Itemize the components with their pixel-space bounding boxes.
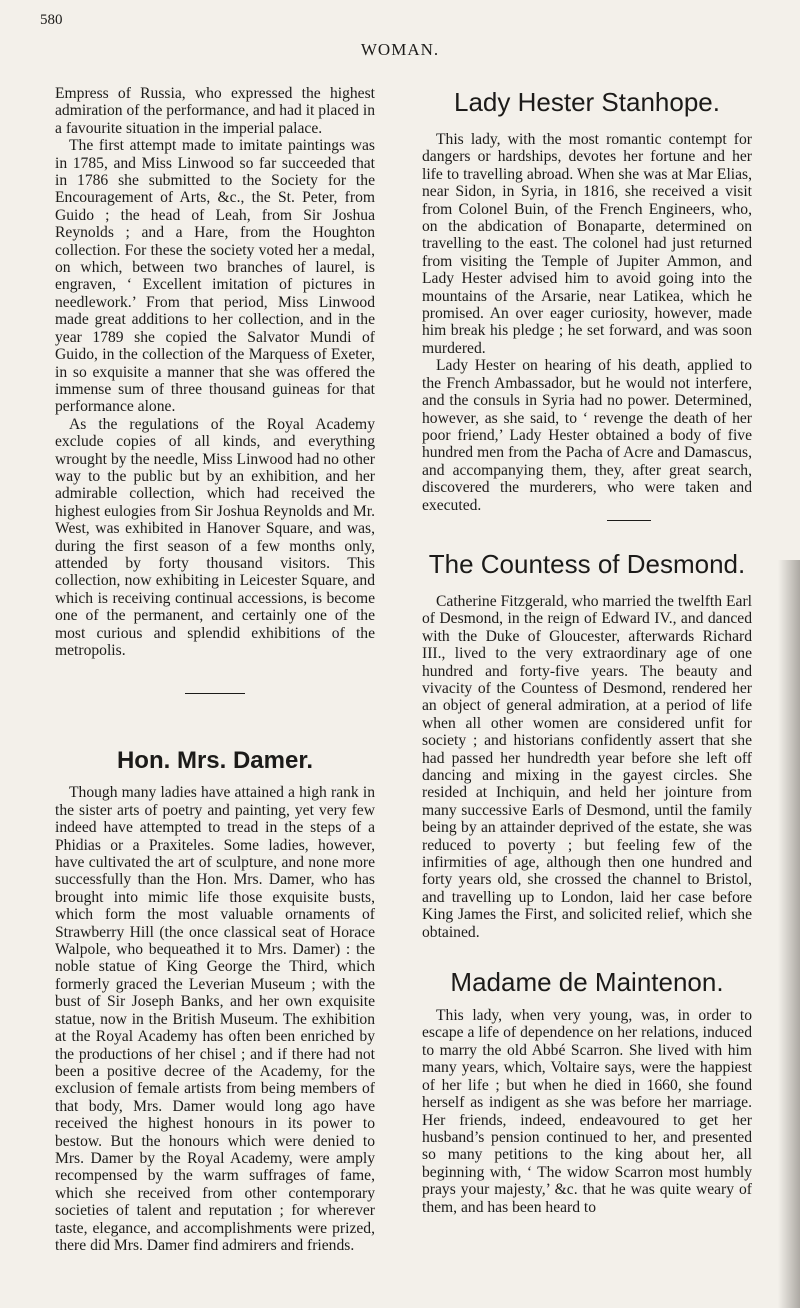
- section-heading-desmond: The Countess of Desmond.: [428, 548, 746, 579]
- running-title: WOMAN.: [360, 40, 440, 59]
- paragraph: Though many ladies have attained a high rank in the sister arts of poetry and painting, yet very few indeed have attempted to tread in the steps of a Phidias or a Praxiteles. Some ladies, however, have cultivated the art of sculpture, and none more successfully than the Hon. Mrs. Damer, who has brought into mimic life those exquisite busts, which form the most valuable ornaments of Strawberry Hill (the once classical seat of Horace Walpole, who bequeathed it to Mrs. Damer) : the noble statue of King George the Third, which formerly graced the Leverian Museum ; with the bust of Sir Joseph Banks, and her own exquisite statue, now in the British Museum. The exhibition at the Royal Academy has often been enriched by the productions of her chisel ; and if there had not been a positive decree of the Academy, for the exclusion of female artists from being members of that body, Mrs. Damer would long ago have received the highest honours in its power to bestow. But the honours which were denied to Mrs. Damer by the Royal Academy, were amply recompensed by the warm suffrages of fame, which she received from other contemporary societies of talent and reputation ; for wherever taste, elegance, and accomplishments were prized, there did Mrs. Damer find admirers and friends.: [55, 784, 375, 1254]
- page-number: 580: [40, 12, 63, 28]
- section-heading-maintenon: Madame de Maintenon.: [450, 967, 724, 998]
- left-column: [55, 85, 375, 1254]
- section-heading-stanhope: Lady Hester Stanhope.: [454, 87, 720, 117]
- right-column: [422, 85, 752, 1216]
- section-divider: [607, 520, 651, 521]
- paragraph: As the regulations of the Royal Academy exclude copies of all kinds, and everything wrought by the needle, Miss Linwood had no other way to the public but by an exhibition, and her admirable collection, which had received the highest eulogies from Sir Joshua Reynolds and Mr. West, was exhibited in Hanover Square, and was, during the first season of a few months only, attended by forty thousand visitors. This collection, now exhibiting in Leicester Square, and which is receiving continual accessions, is become one of the permanent, and certainly one of the most curious and splendid exhibitions of the metropolis.: [55, 415, 375, 659]
- paragraph: This lady, with the most romantic contempt for dangers or hardships, devotes her fortune and her life to travelling abroad. When she was at Mar Elias, near Sidon, in Syria, in 1816, she received a visit from Colonel Buin, of the French Engineers, who, on the abdication of Bonaparte, determined on travelling to the east. The colonel had just returned from visiting the Temple of Jupiter Ammon, and Lady Hester advised him to avoid going into the mountains of the Arsarie, near Latikea, which he promised. An over eager curiosity, however, made him break his pledge ; he set forward, and was soon murdered.: [422, 131, 752, 357]
- paragraph: This lady, when very young, was, in order to escape a life of dependence on her relations, induced to marry the old Abbé Scarron. She lived with him many years, which, Voltaire says, were the happiest of her life ; but when he died in 1660, she found herself as indigent as she was before her marriage. Her friends, indeed, endeavoured to get her husband’s pension continued to her, and presented so many petitions to the king about her, all beginning with, ‘ The widow Scarron most humbly prays your majesty,’ &c. that he was quite weary of them, and has been heard to: [422, 1007, 752, 1216]
- paragraph: Empress of Russia, who expressed the highest admiration of the performance, and had it placed in a favourite situation in the imperial palace.: [55, 85, 375, 137]
- section-heading-damer: Hon. Mrs. Damer.: [116, 747, 314, 775]
- section-divider: [185, 693, 245, 694]
- paragraph: The first attempt made to imitate paintings was in 1785, and Miss Linwood so far succeeded that in 1786 she submitted to the Society for the Encouragement of Arts, &c., the St. Peter, from Guido ; the head of Leah, from Sir Joshua Reynolds ; and a Hare, from the Houghton collection. For these the society voted her a medal, on which, between two branches of laurel, is engraven, ‘ Excellent imitation of pictures in needlework.’ From that period, Miss Linwood made great additions to her collection, and in the year 1789 she copied the Salvator Mundi of Guido, in the collection of the Marquess of Exeter, in so exquisite a manner that she was offered the immense sum of three thousand guineas for that performance alone.: [55, 137, 375, 416]
- paragraph: Catherine Fitzgerald, who married the twelfth Earl of Desmond, in the reign of Edward IV., and danced with the Duke of Gloucester, afterwards Richard III., lived to the very extraordinary age of one hundred and forty-five years. The beauty and vivacity of the Countess of Desmond, rendered her an object of general admiration, at a period of life when all other women are considered unfit for society ; and historians confidently assert that she had passed her hundredth year before she left off dancing and mixing in the gayest circles. She resided at Inchiquin, and held her jointure from many successive Earls of Desmond, until the family being by an attainder deprived of the estate, she was reduced to poverty ; but feeling few of the infirmities of age, although then one hundred and forty years old, she crossed the channel to Bristol, and travelling up to London, laid her case before King James the First, and solicited relief, which she obtained.: [422, 592, 752, 941]
- paragraph: Lady Hester on hearing of his death, applied to the French Ambassador, but he would not interfere, and the consuls in Syria had no power. Determined, however, as she said, to ‘ revenge the death of her poor friend,’ Lady Hester obtained a body of five hundred men from the Pacha of Acre and Damascus, and accompanying them, they, after great search, discovered the murderers, who were taken and executed.: [422, 357, 752, 514]
- page-edge-shadow: [778, 560, 800, 1308]
